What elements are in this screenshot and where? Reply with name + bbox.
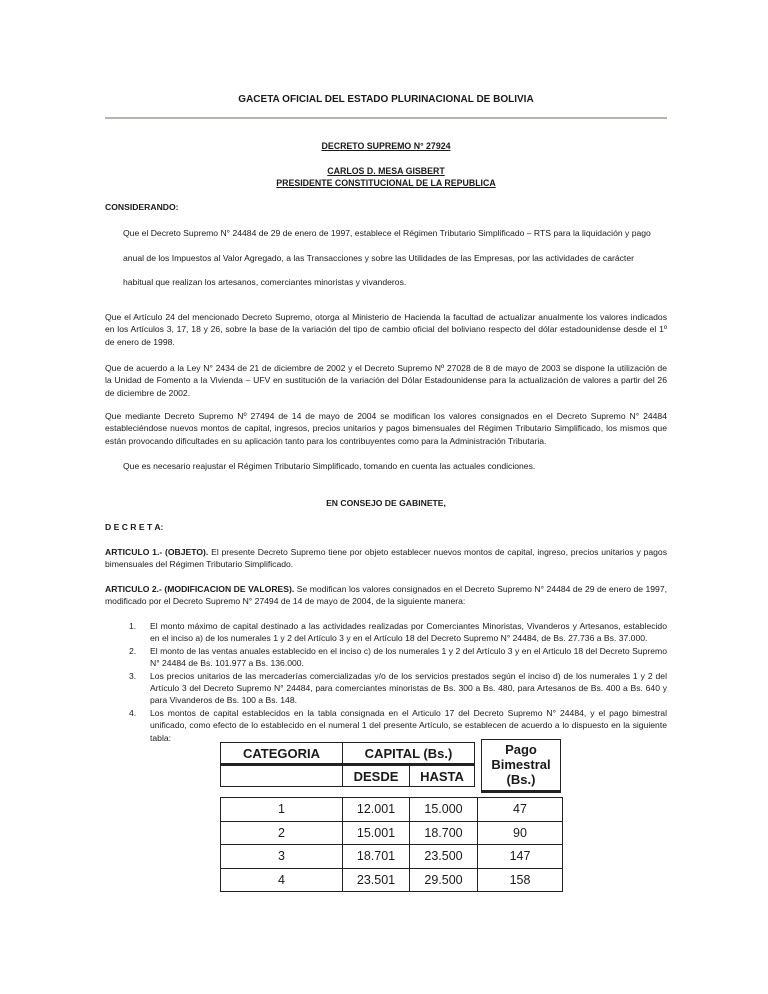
- header-desde: DESDE: [343, 765, 410, 787]
- article-1-text: El presente Decreto Supremo tiene por objeto establecer nuevos montos de capital, ingreso, precios unitarios y pagos bimensuales del Régimen Tributario Simplificado.: [105, 547, 667, 570]
- table-row: [221, 821, 563, 845]
- gazette-title: GACETA OFICIAL DEL ESTADO PLURINACIONAL DE BOLIVIA: [238, 94, 534, 105]
- considerando-heading: CONSIDERANDO:: [105, 202, 179, 212]
- cell-categoria: 2: [221, 821, 343, 845]
- list-number: 4.: [129, 707, 137, 718]
- modification-list: [129, 620, 667, 744]
- category-table: [220, 797, 563, 892]
- list-item: [129, 620, 667, 645]
- cell-categoria: 4: [221, 868, 343, 892]
- header-divider: [105, 117, 667, 119]
- header-capital: CAPITAL (Bs.): [343, 743, 475, 765]
- cell-desde: 18.701: [343, 845, 410, 869]
- list-item: [129, 670, 667, 707]
- president-title: PRESIDENTE CONSTITUCIONAL DE LA REPUBLICA: [276, 178, 496, 188]
- decree-title: DECRETO SUPREMO N° 27924: [321, 141, 451, 151]
- decreta-heading: D E C R E T A:: [105, 522, 164, 532]
- list-item: [129, 707, 667, 744]
- paragraph-line: habitual que realizan los artesanos, comerciantes minoristas y vivanderos.: [123, 277, 407, 287]
- consejo-heading: EN CONSEJO DE GABINETE,: [326, 498, 446, 508]
- considerando-paragraph-2: Que el Artículo 24 del mencionado Decreto Supremo, otorga al Ministerio de Hacienda la facultad de actualizar anualmente los valores indicados en los Artículos 3, 17, 18 y 26, sobre la base de la variación del tipo de cambio oficial del boliviano respecto del dólar estadounidense desde el 1º de enero de 1998.: [105, 312, 667, 347]
- header-hasta: HASTA: [410, 765, 475, 787]
- list-item: [129, 645, 667, 670]
- cell-hasta: 18.700: [410, 821, 478, 845]
- cell-desde: 23.501: [343, 868, 410, 892]
- list-text: El monto de las ventas anuales establecido en el inciso c) de los numerales 1 y 2 del Artículo 3 y en el Articulo 18 del Decreto Supremo N° 24484 de Bs. 101.977 a Bs. 136.000.: [150, 645, 667, 669]
- considerando-paragraph-4: Que mediante Decreto Supremo Nº 27494 de 14 de mayo de 2004 se modifican los valores consignados en el Decreto Supremo N° 24484 estableciéndose nuevos montos de capital, ingresos, precios unitarios y pagos bimensuales del Régimen Tributario Simplificado, los mismos que están provocando dificultades en su aplicación tanto para los contribuyentes como para la Administración Tributaria.: [105, 411, 667, 446]
- article-2: [105, 583, 667, 608]
- president-name: CARLOS D. MESA GISBERT: [327, 166, 445, 176]
- header-categoria: CATEGORIA: [221, 743, 343, 765]
- cell-hasta: 29.500: [410, 868, 478, 892]
- header-pago-line: (Bs.): [506, 772, 536, 787]
- table-row: [221, 845, 563, 869]
- list-number: 1.: [129, 621, 137, 631]
- table-row: [221, 868, 563, 892]
- cell-categoria: 1: [221, 798, 343, 822]
- list-text: Los montos de capital establecidos en la tabla consignada en el Articulo 17 del Decreto Supremo N° 24484, y el pago bimestral unificado, como efecto de lo establecido en el numeral 1 del presente Artículo, se establecen de acuerdo a lo dispuesto en la siguiente tabla:: [150, 707, 667, 743]
- article-1-label: ARTICULO 1.- (OBJETO).: [105, 547, 209, 557]
- paragraph-line: Que el Decreto Supremo N° 24484 de 29 de enero de 1997, establece el Régimen Tributario Simplificado – RTS para la liquidación y pago: [123, 228, 651, 238]
- cell-hasta: 15.000: [410, 798, 478, 822]
- considerando-paragraph-1: [123, 227, 669, 301]
- cell-categoria: 3: [221, 845, 343, 869]
- cell-pago: 147: [478, 845, 563, 869]
- header-pago-bimestral: [481, 739, 561, 793]
- paragraph-line: anual de los Impuestos al Valor Agregado, a las Transacciones y sobre las Utilidades de las Empresas, por las actividades de carácter: [123, 252, 634, 263]
- considerando-paragraph-5: Que es necesario reajustar el Régimen Tributario Simplificado, tomando en cuenta las actuales condiciones.: [123, 461, 536, 471]
- cell-hasta: 23.500: [410, 845, 478, 869]
- cell-pago: 158: [478, 868, 563, 892]
- article-1: [105, 546, 667, 571]
- article-2-text: Se modifican los valores consignados en el Decreto Supremo N° 24484 de 29 de enero de 1997, modificado por el Decreto Supremo N° 27494 de 14 de mayo de 2004, de la siguiente manera:: [105, 584, 667, 607]
- header-empty: [221, 765, 343, 787]
- header-pago-line: Bimestral: [491, 757, 551, 772]
- list-text: El monto máximo de capital destinado a las actividades realizadas por Comerciantes Minoristas, Vivanderos y Artesanos, establecido en el inciso a) de los numerales 1 y 2 del Artículo 3 y en el Artículo 18 del Decreto Supremo N° 24484, de Bs. 27.736 a Bs. 37.000.: [150, 621, 667, 644]
- considerando-paragraph-3: Que de acuerdo a la Ley N° 2434 de 21 de diciembre de 2002 y el Decreto Supremo Nº 27028 de 8 de mayo de 2003 se dispone la utilización de la Unidad de Fomento a la Vivienda – UFV en sustitución de la variación del Dólar Estadounidense para la actualización de valores a partir del 26 de diciembre de 2002.: [105, 363, 667, 398]
- cell-pago: 90: [478, 821, 563, 845]
- header-pago-line: Pago: [505, 742, 537, 757]
- table-header: [220, 742, 475, 787]
- list-number: 2.: [129, 645, 137, 656]
- list-text: Los precios unitarios de las mercaderías comercializadas y/o de los servicios prestados según el inciso d) de los numerales 1 y 2 del Artículo 3 del Decreto Supremo N° 24484, para comerciantes minoristas de Bs. 300 a Bs. 480, para Artesanos de Bs. 400 a Bs. 640 y para Vivanderos de Bs. 100 a Bs. 148.: [150, 670, 667, 706]
- article-2-label: ARTICULO 2.- (MODIFICACION DE VALORES).: [105, 584, 295, 594]
- table-row: [221, 798, 563, 822]
- list-number: 3.: [129, 670, 137, 681]
- cell-desde: 12.001: [343, 798, 410, 822]
- cell-desde: 15.001: [343, 821, 410, 845]
- cell-pago: 47: [478, 798, 563, 822]
